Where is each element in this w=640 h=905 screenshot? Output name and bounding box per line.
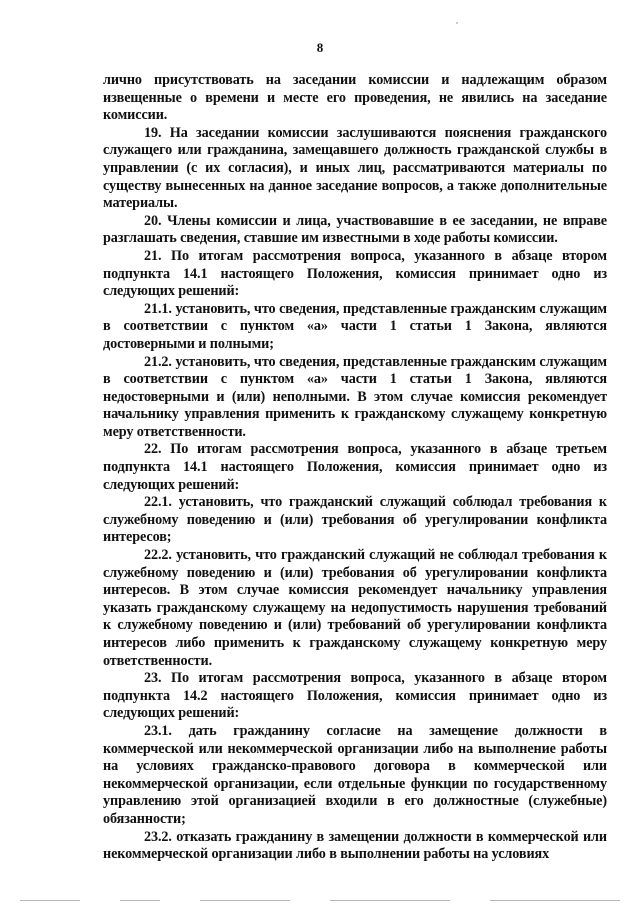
- paragraph-19: 19. На заседании комиссии заслушиваются пояснения гражданского служащего или гражданина, замещавшего должность гражданской службы в управлении (с их согласия), и иных лиц, рассматриваются материалы по существу вынесенных на данное заседание вопросов, а также дополнительные материалы.: [103, 124, 607, 212]
- paragraph-21-1: 21.1. установить, что сведения, представленные гражданским служащим в соответствии с пунктом «а» части 1 статьи 1 Закона, являются достоверными и полными;: [103, 300, 607, 352]
- scan-artifact: [20, 900, 80, 901]
- paragraph-20: 20. Члены комиссии и лица, участвовавшие в ее заседании, не вправе разглашать сведения, ставшие им известными в ходе работы комиссии.: [103, 212, 607, 247]
- paragraph-21: 21. По итогам рассмотрения вопроса, указанного в абзаце втором подпункта 14.1 настоящего Положения, комиссия принимает одно из следующих решений:: [103, 247, 607, 300]
- scan-artifact: [330, 900, 450, 901]
- paragraph-22-2: 22.2. установить, что гражданский служащий не соблюдал требования к служебному поведению и (или) требования об урегулировании конфликта интересов. В этом случае комиссия рекомендует начальнику управления указать гражданскому служащему на недопустимость нарушения требований к служебному поведению и (или) требований об урегулировании конфликта интересов либо применить к гражданскому служащему конкретную меру ответственности.: [103, 547, 607, 669]
- scan-artifact: [120, 900, 160, 901]
- paragraph-23-2: 23.2. отказать гражданину в замещении должности в коммерческой или некоммерческой организации либо в выполнении работы на условиях: [103, 828, 607, 863]
- paragraph-23-1: 23.1. дать гражданину согласие на замещение должности в коммерческой или некоммерческой организации либо на выполнение работы на условиях гражданско-правового договора в коммерческой или некоммерческой организации, если отдельные функции по государственному управлению этой организацией входили в его должностные (служебные) обязанности;: [103, 722, 607, 827]
- paragraph-23: 23. По итогам рассмотрения вопроса, указанного в абзаце втором подпункта 14.2 настоящего Положения, комиссия принимает одно из следующих решений:: [103, 670, 607, 722]
- paragraph-22-1: 22.1. установить, что гражданский служащий соблюдал требования к служебному поведению и (или) требования об урегулировании конфликта интересов;: [103, 494, 607, 546]
- document-body: [103, 72, 607, 864]
- scan-artifact: [490, 900, 620, 901]
- paragraph-22: 22. По итогам рассмотрения вопроса, указанного в абзаце третьем подпункта 14.1 настоящего Положения, комиссия принимает одно из следующих решений:: [103, 441, 607, 493]
- paragraph-21-2: 21.2. установить, что сведения, представленные гражданским служащим в соответствии с пунктом «а» части 1 статьи 1 Закона, являются недостоверными и (или) неполными. В этом случае комиссия рекомендует начальнику управления применить к гражданскому служащему конкретную меру ответственности.: [103, 353, 607, 440]
- paragraph-18-continuation: лично присутствовать на заседании комиссии и надлежащим образом извещенные о времени и месте его проведения, не явились на заседание комиссии.: [103, 72, 607, 124]
- scan-speck: [456, 22, 458, 24]
- page-number: 8: [316, 40, 324, 55]
- scan-artifact: [200, 900, 290, 901]
- scan-bottom-edge: [0, 896, 640, 905]
